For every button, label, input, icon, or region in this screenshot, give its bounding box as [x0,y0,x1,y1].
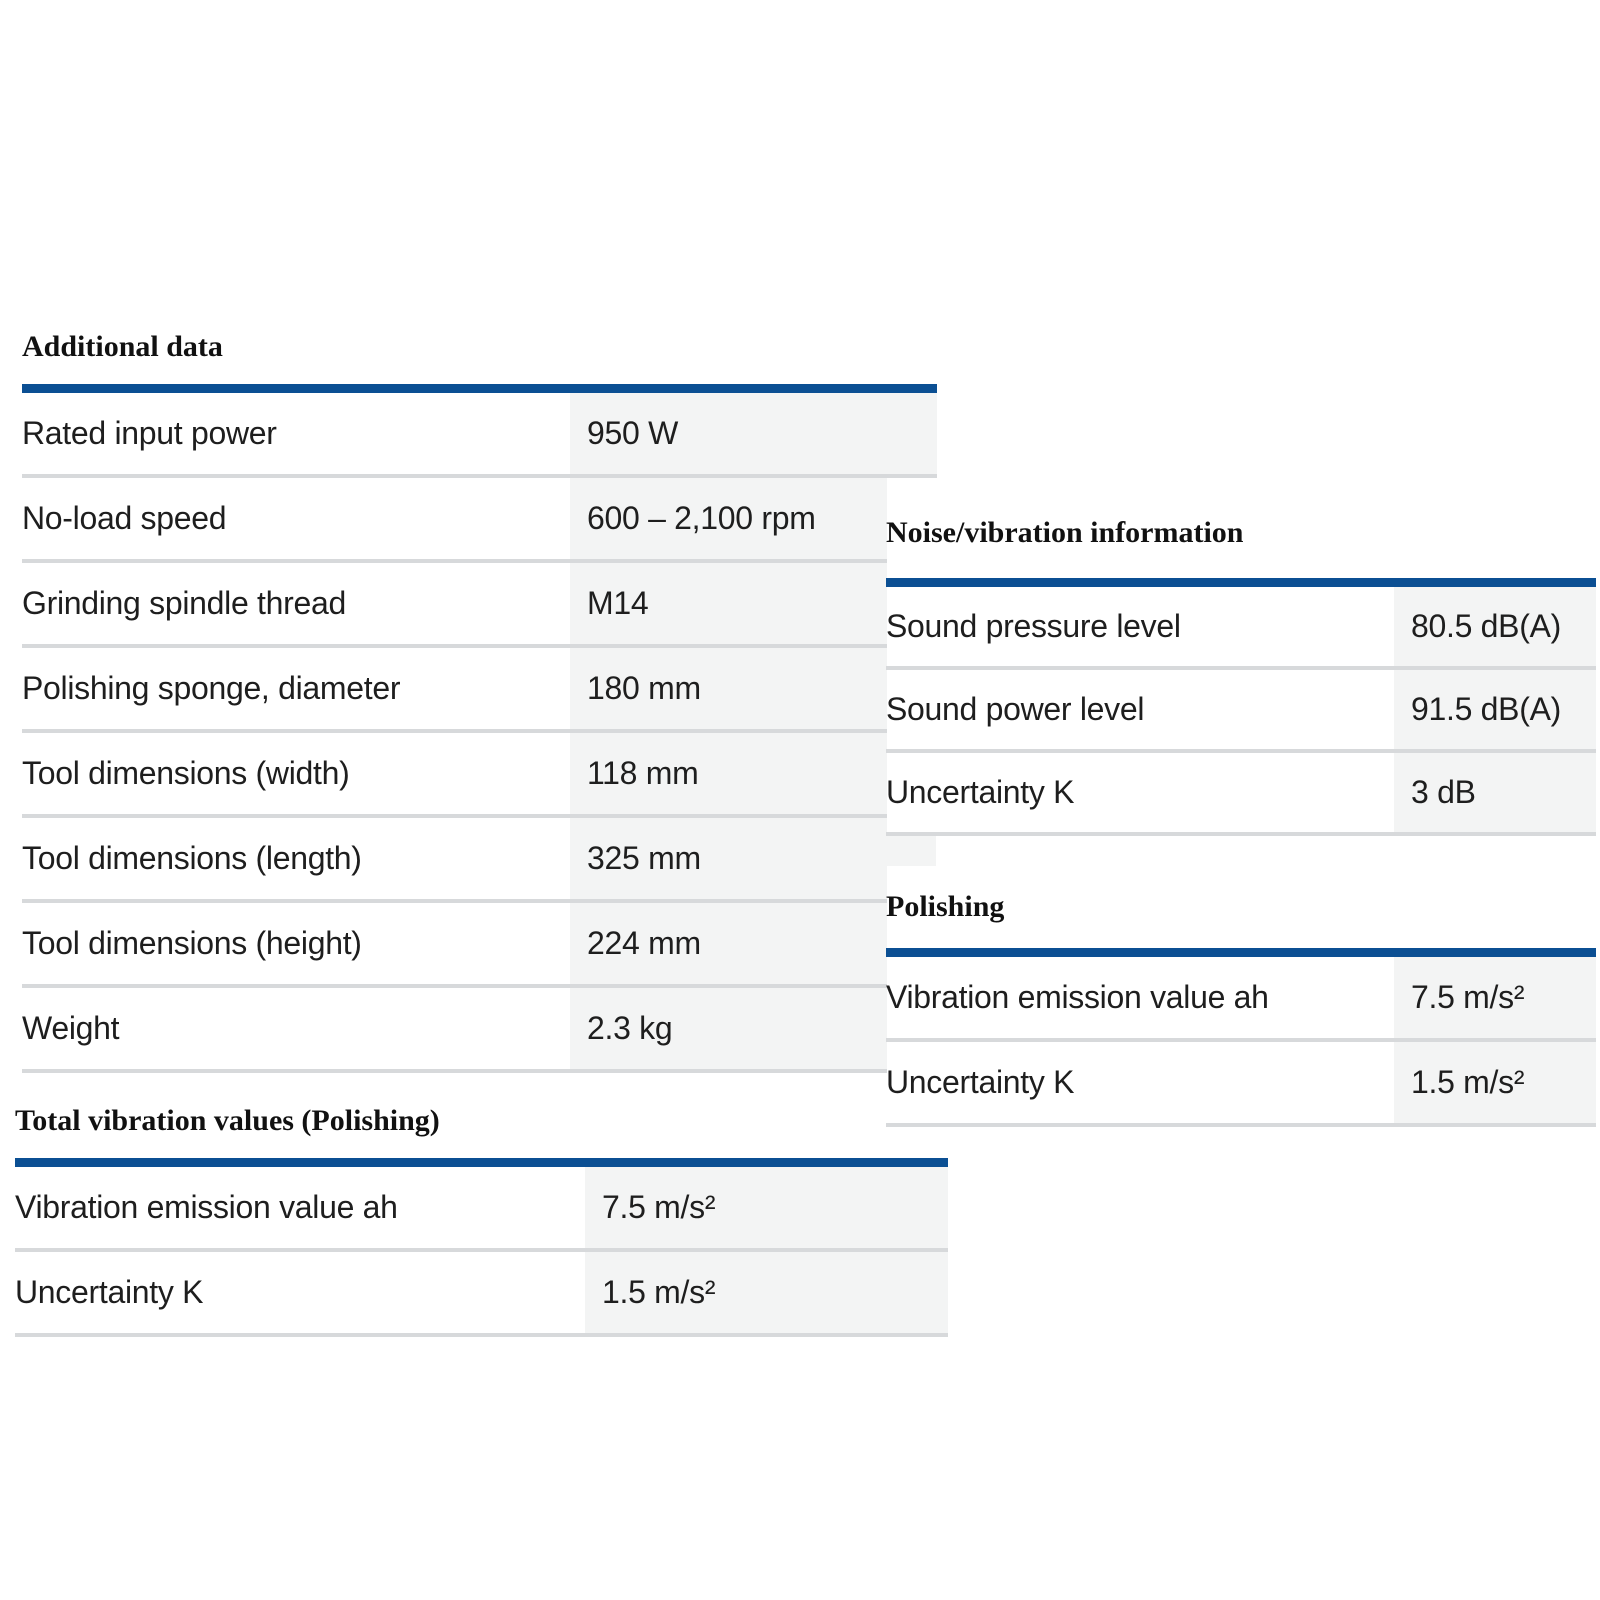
row-label: Rated input power [22,415,277,451]
row-label: Uncertainty K [886,774,1075,810]
table-row [22,393,937,478]
row-value-cell [1394,753,1596,832]
row-value: 91.5 dB(A) [1411,691,1561,727]
row-value-cell [570,478,887,559]
row-value: 80.5 dB(A) [1411,608,1561,644]
noise-vibration-section [886,500,1596,840]
row-value-cell [570,818,887,899]
row-value: 950 W [587,415,678,451]
table-row [15,1167,948,1252]
row-value: 600 – 2,100 rpm [587,500,816,536]
noise-vibration-table [886,587,1596,836]
table-row [22,648,887,733]
row-value-cell [1394,670,1596,749]
polishing-divider [886,948,1596,957]
table-row [22,563,887,648]
row-value-cell [570,988,887,1069]
row-label: Uncertainty K [15,1274,204,1310]
table-row [22,818,887,903]
row-value: M14 [587,585,649,621]
row-value: 7.5 m/s² [602,1189,716,1225]
additional-data-table [22,393,937,1073]
additional-data-divider [22,384,937,393]
row-label: Vibration emission value ah [15,1189,398,1225]
row-label: Tool dimensions (width) [22,755,350,791]
table-row [22,478,887,563]
additional-data-section [22,318,937,1078]
row-value: 118 mm [587,755,699,791]
row-label: Sound power level [886,691,1145,727]
polishing-section [886,870,1596,1130]
table-row [22,733,887,818]
row-value-cell [1394,1042,1596,1123]
row-value-cell [570,903,887,984]
total-vibration-divider [15,1158,948,1167]
table-row [886,1042,1596,1127]
table-overlap-fragment [886,836,936,866]
row-value-cell [570,648,887,729]
row-value: 1.5 m/s² [602,1274,716,1310]
total-vibration-table [15,1167,948,1337]
row-label: Sound pressure level [886,608,1181,644]
row-value: 2.3 kg [587,1010,673,1046]
row-value-cell [585,1252,948,1333]
total-vibration-title: Total vibration values (Polishing) [15,1104,440,1137]
row-value: 180 mm [587,670,701,706]
table-row [22,903,887,988]
table-row [886,587,1596,670]
table-row [15,1252,948,1337]
total-vibration-section [15,1090,948,1350]
row-value: 7.5 m/s² [1411,979,1525,1015]
row-value: 3 dB [1411,774,1476,810]
polishing-table [886,957,1596,1127]
table-row [886,670,1596,753]
table-row [886,957,1596,1042]
row-value-cell [585,1167,948,1248]
table-row [22,988,887,1073]
additional-data-title: Additional data [22,330,223,363]
row-label: Tool dimensions (height) [22,925,362,961]
row-label: Grinding spindle thread [22,585,346,621]
row-label: Tool dimensions (length) [22,840,362,876]
row-value-cell [1394,957,1596,1038]
row-value: 325 mm [587,840,701,876]
row-value: 1.5 m/s² [1411,1064,1525,1100]
polishing-title: Polishing [886,890,1005,923]
row-label: Polishing sponge, diameter [22,670,401,706]
row-label: Weight [22,1010,120,1046]
row-value-cell [570,393,937,474]
table-row [886,753,1596,836]
row-value-cell [570,563,887,644]
row-label: No-load speed [22,500,227,536]
row-value-cell [570,733,887,814]
row-value-cell [1394,587,1596,666]
row-value: 224 mm [587,925,701,961]
row-label: Vibration emission value ah [886,979,1269,1015]
noise-vibration-divider [886,578,1596,587]
row-label: Uncertainty K [886,1064,1075,1100]
noise-vibration-title: Noise/vibration information [886,516,1244,549]
